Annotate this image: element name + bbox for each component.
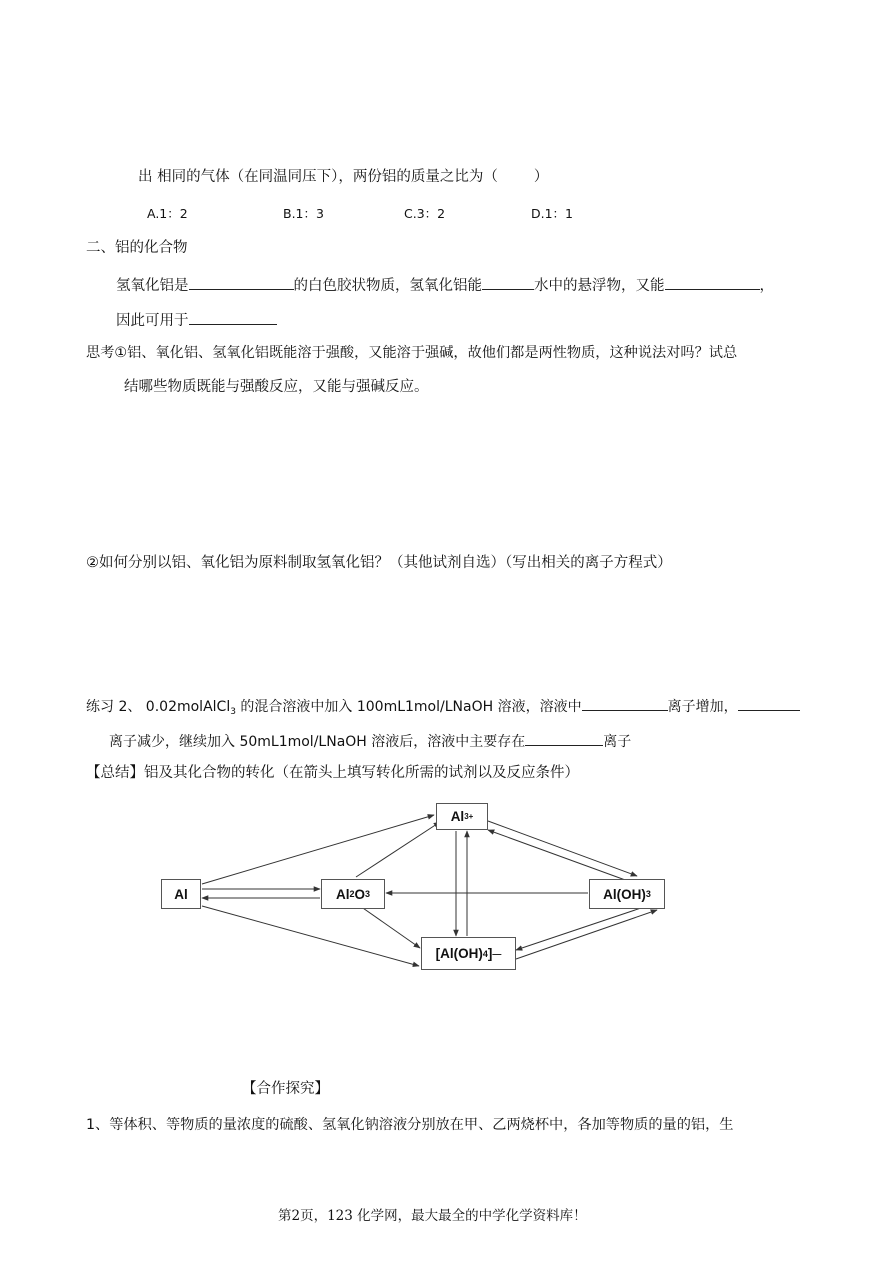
node-aloh3-sub: 3 [645,889,651,899]
arrow-al-to-al3 [202,815,434,884]
exercise-2-text-5: 离子 [603,734,632,750]
node-al2o3-sub2: 3 [365,889,371,899]
node-aloh4-bracket: ] [487,946,493,961]
node-aloh4-label: [Al(OH) [435,946,483,961]
think-2: ②如何分别以铝、氧化铝为原料制取氢氧化铝？（其他试剂自选）（写出相关的离子方程式） [86,555,672,571]
node-al [161,879,201,909]
node-al3 [436,803,488,830]
node-aloh4 [421,937,516,970]
node-al3-charge: 3+ [464,812,474,821]
node-al2o3 [321,879,385,909]
page-footer: 第2页，123 化学网，最大最全的中学化学资料库！ [278,1208,587,1224]
node-aloh4-charge: — [492,948,502,959]
node-al2o3-sub1: 2 [349,889,355,899]
arrow-aloh4-to-aloh3 [516,910,657,959]
node-aloh4-sub: 4 [482,948,488,959]
think-1-line-2: 结哪些物质既能与强酸反应，又能与强碱反应。 [124,379,429,395]
question-close-paren: ） [533,169,549,185]
exercise-2-text-3: 离子增加， [667,699,738,715]
coop-title: 【合作探究】 [242,1081,329,1097]
option-a: A.1：2 [147,206,188,221]
option-d: D.1：1 [531,206,574,221]
hydroxide-text-4: ， [759,278,774,294]
node-al2o3-al: Al [335,886,350,902]
exercise-2-text-2: 的混合溶液中加入 100mL1mol/LNaOH 溶液，溶液中 [235,699,582,715]
node-aloh3 [589,879,665,909]
arrow-aloh3-to-al3 [488,830,628,881]
hydroxide-text-5: 因此可用于 [116,313,189,329]
arrow-al2o3-to-aloh4 [360,906,420,948]
option-c: C.3：2 [404,206,446,221]
hydroxide-text-1: 氢氧化铝是 [116,278,189,294]
arrow-aloh3-to-aloh4 [516,907,644,950]
node-aloh3-label: Al(OH) [603,886,646,902]
exercise-2-sub: 3 [230,707,236,717]
node-al2o3-o: O [354,886,365,902]
section-2-title: 二、铝的化合物 [86,240,188,256]
arrow-al2o3-to-al3 [356,822,440,877]
node-al3-label: Al [450,809,465,824]
exercise-2-text-4: 离子减少，继续加入 50mL1mol/LNaOH 溶液后，溶液中主要存在 [109,734,526,750]
think-1-line-1: 思考①铝、氧化铝、氢氧化铝既能溶于强酸，又能溶于强碱，故他们都是两性物质，这种说法对吗？试总 [86,345,738,361]
summary-title: 【总结】铝及其化合物的转化（在箭头上填写转化所需的试剂以及反应条件） [86,765,579,781]
hydroxide-text-2: 的白色胶状物质，氢氧化铝能 [293,278,482,294]
node-al-label: Al [174,886,188,902]
coop-question-1: 1、等体积、等物质的量浓度的硫酸、氢氧化钠溶液分别放在甲、乙两烧杯中，各加等物质的量的铝，生 [86,1117,734,1133]
arrow-al3-to-aloh3 [488,821,637,876]
hydroxide-text-3: 水中的悬浮物，又能 [534,278,665,294]
question-text: 出 相同的气体（在同温同压下），两份铝的质量之比为（ [138,169,498,185]
option-b: B.1：3 [283,206,324,221]
exercise-2-text-1: 练习 2、 0.02molAlCl [86,699,231,715]
arrow-al-to-aloh4 [202,906,419,966]
